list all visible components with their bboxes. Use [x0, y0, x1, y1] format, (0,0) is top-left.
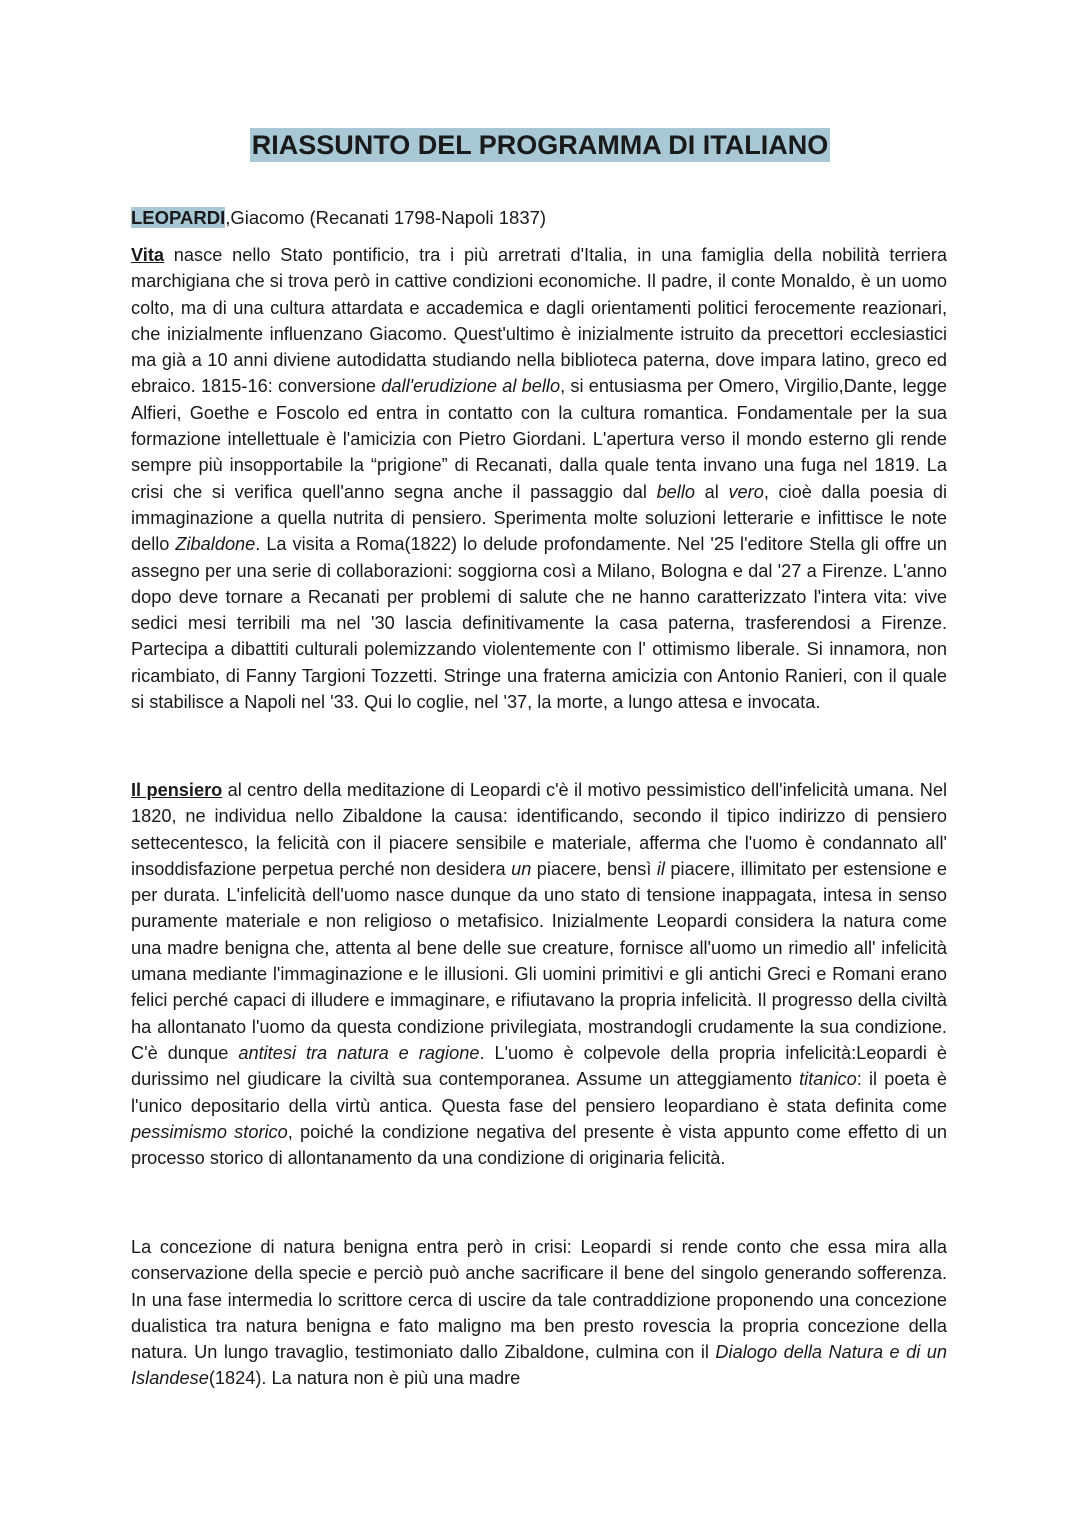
text-run: , si entusiasma per Omero, Virgilio,Dante, legge Alfieri, Goethe e Foscolo ed entra in contatto con la cultura romantica. Fondamentale per la sua formazione intellettuale è l'amicizia con Pietro Giordani. L'apertura verso il mondo esterno gli rende sempre più insopportabile la “prigione” di Recanati, dalla quale tenta invano una fuga nel 1819. La crisi che si verifica quell'anno segna anche il passaggio dal: [131, 376, 947, 502]
section-lead-vita: Vita: [131, 245, 165, 265]
text-run: : il poeta è l'unico depositario della virtù antica. Questa fase del pensiero leopardiano è stata definita come: [131, 1069, 947, 1116]
italic-run: titanico: [799, 1069, 857, 1090]
text-run: , cioè dalla poesia di immaginazione a quella nutrita di pensiero. Sperimenta molte soluzioni letterarie e infittisce le note dello: [131, 481, 948, 555]
paragraph-vita: [131, 242, 947, 715]
text-run: . L'uomo è colpevole della propria infelicità:Leopardi è durissimo nel giudicare la civiltà sua contemporanea. Assume un atteggiamento: [131, 1042, 948, 1090]
text-run: nasce nello Stato pontificio, tra i più arretrati d'Italia, in una famiglia della nobilità terriera marchigiana che si trova però in cattive condizioni economiche. Il padre, il conte Monaldo, è un uomo colto, ma di una cultura attardata e accademica e dagli orientamenti politici ferocemente reazionari, che inizialmente influenzano Giacomo. Quest'ultimo è inizialmente istruito da precettori ecclesiastici ma già a 10 anni diviene autodidatta studiando nella biblioteca paterna, dove impara latino, greco ed ebraico. 1815-16: conversione: [131, 245, 947, 397]
text-run: piacere, illimitato per estensione e per durata. L'infelicità dell'uomo nasce dunque da uno stato di tensione inappagata, intesa in senso puramente materiale e non religioso o metafisico. Inizialmente Leopardi considera la natura come una madre benigna che, attenta al bene delle sue creature, fornisce all'uomo un rimedio all' infelicità umana mediante l'immaginazione e le illusioni. Gli uomini primitivi e gli antichi Greci e Romani erano felici perché capaci di illudere e immaginare, e rifiutavano la propria infelicità. Il progresso della civiltà ha allontanato l'uomo da questa condizione privilegiata, mostrandogli crudamente la sua condizione. C'è dunque: [131, 858, 947, 1063]
italic-run: Dialogo della Natura e di un Islandese: [131, 1342, 947, 1389]
title-container: [0, 128, 1080, 162]
italic-run: il: [656, 858, 665, 879]
text-run: La concezione di natura benigna entra però in crisi: Leopardi si rende conto che essa mira alla conservazione della specie e perciò può anche sacrificare il bene del singolo generando sofferenza. In una fase intermedia lo scrittore cerca di uscire da tale contraddizione proponendo una concezione dualistica tra natura benigna e fato maligno ma ben presto rovescia la propria concezione della natura. Un lungo travaglio, testimoniato dallo Zibaldone, culmina con il: [131, 1237, 947, 1363]
text-run: . La visita a Roma(1822) lo delude profondamente. Nel '25 l'editore Stella gli offre un assegno per una serie di collaborazioni: soggiorna così a Milano, Bologna e dal '27 a Firenze. L'anno dopo deve tornare a Recanati per problemi di salute che ne hanno caratterizzato l'intera vita: vive sedici mesi terribili ma nel '30 lascia definitivamente la casa paterna, trasferendosi a Firenze. Partecipa a dibattiti culturali polemizzando violentemente con l' ottimismo liberale. Si innamora, non ricambiato, di Fanny Targioni Tozzetti. Stringe una fraterna amicizia con Antonio Ranieri, con il quale si stabilisce a Napoli nel '33. Qui lo coglie, nel '37, la morte, a lungo attesa e invocata.: [131, 534, 947, 713]
text-run: (1824). La natura non è più una madre: [208, 1368, 521, 1389]
author-details: ,Giacomo (Recanati 1798-Napoli 1837): [225, 207, 547, 228]
paragraph-pensiero: [131, 777, 947, 1171]
text-run: al: [695, 481, 729, 502]
italic-run: dall'erudizione al bello: [381, 376, 561, 397]
section-lead-pensiero: Il pensiero: [131, 780, 223, 800]
italic-run: bello: [656, 481, 695, 502]
italic-run: pessimismo storico: [131, 1121, 288, 1142]
italic-run: antitesi tra natura e ragione: [238, 1042, 480, 1063]
italic-run: Zibaldone: [175, 534, 256, 555]
text-run: , poiché la condizione negativa del presente è vista appunto come effetto di un processo storico di allontanamento da una condizione di originaria felicità.: [131, 1121, 947, 1169]
document-title: RIASSUNTO DEL PROGRAMMA DI ITALIANO: [251, 130, 829, 160]
italic-run: un: [511, 858, 532, 879]
text-run: al centro della meditazione di Leopardi c'è il motivo pessimistico dell'infelicità umana. Nel 1820, ne individua nello Zibaldone la causa: identificando, secondo il tipico indirizzo di pensiero settecentesco, la felicità con il piacere sensibile e materiale, afferma che l'uomo è condannato all' insoddisfazione perpetua perché non desidera: [131, 780, 947, 879]
paragraph-natura: [131, 1234, 947, 1392]
italic-run: vero: [728, 481, 764, 502]
author-heading: [131, 206, 546, 230]
text-run: piacere, bensì: [531, 858, 657, 879]
author-name: LEOPARDI: [131, 207, 226, 228]
